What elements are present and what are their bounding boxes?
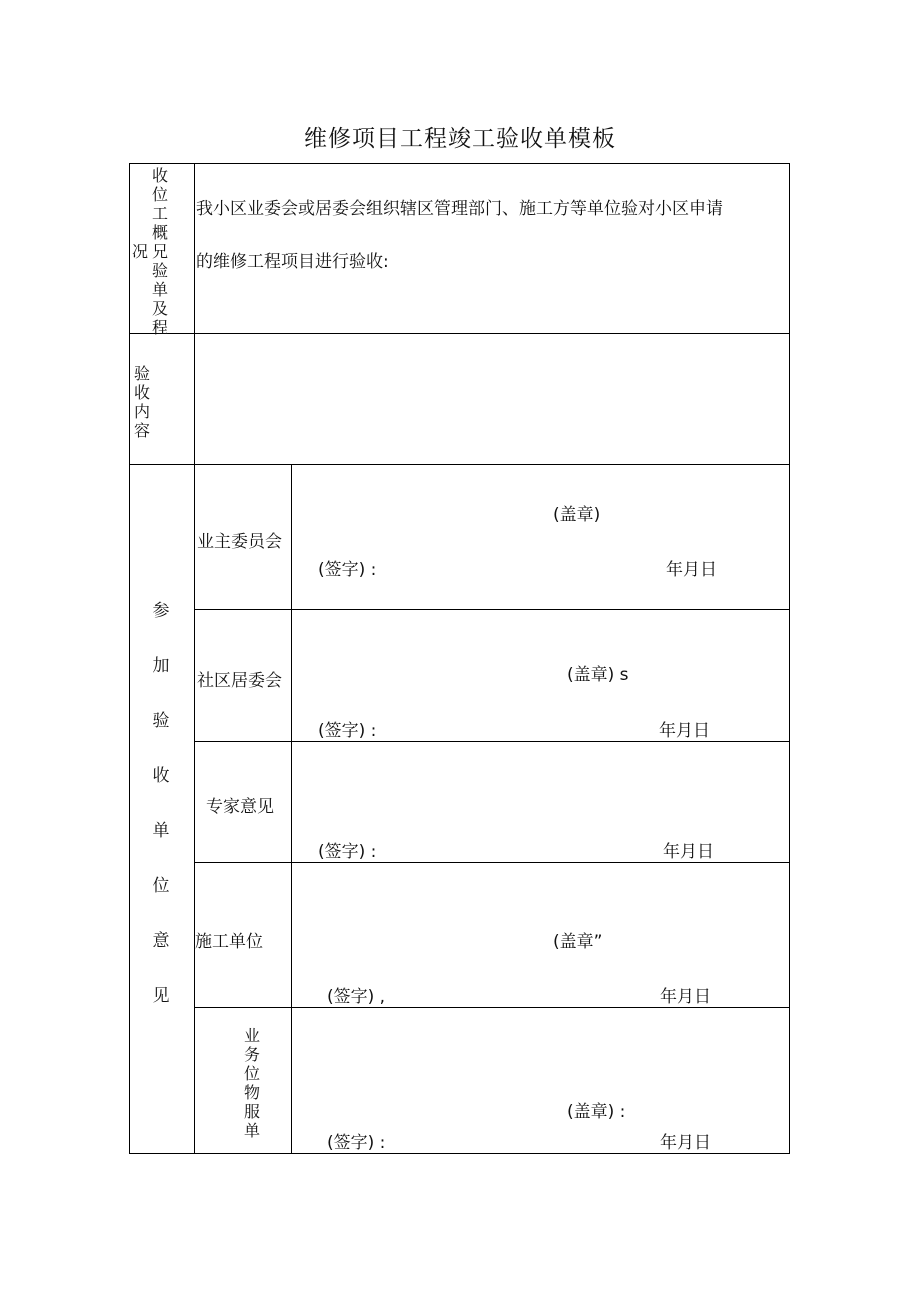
acceptance-content-label: 验 收 内 容 — [133, 364, 150, 440]
seal-label: (盖章) — [553, 505, 601, 525]
date-label: 年月日 — [663, 842, 714, 862]
date-label: 年月日 — [666, 560, 717, 580]
date-label: 年月日 — [659, 721, 710, 741]
signature-label: (签字) , — [327, 987, 386, 1007]
signature-label: (签字) : — [318, 842, 377, 862]
seal-label: (盖章) : — [567, 1102, 626, 1122]
date-label: 年月日 — [660, 1133, 711, 1153]
seal-label: (盖章) s — [567, 665, 629, 685]
signature-label: (签字) : — [318, 560, 377, 580]
signature-label: (签字) : — [327, 1133, 386, 1153]
date-label: 年月日 — [660, 987, 711, 1007]
seal-label: (盖章” — [553, 932, 603, 952]
acceptance-content-field[interactable] — [196, 336, 788, 463]
signature-label: (签字) : — [318, 721, 377, 741]
page-title: 维修项目工程竣工验收单模板 — [304, 126, 616, 152]
project-overview-text: 我小区业委会或居委会组织辖区管理部门、施工方等单位验对小区申请 的维修工程项目进行验收: — [196, 199, 723, 272]
